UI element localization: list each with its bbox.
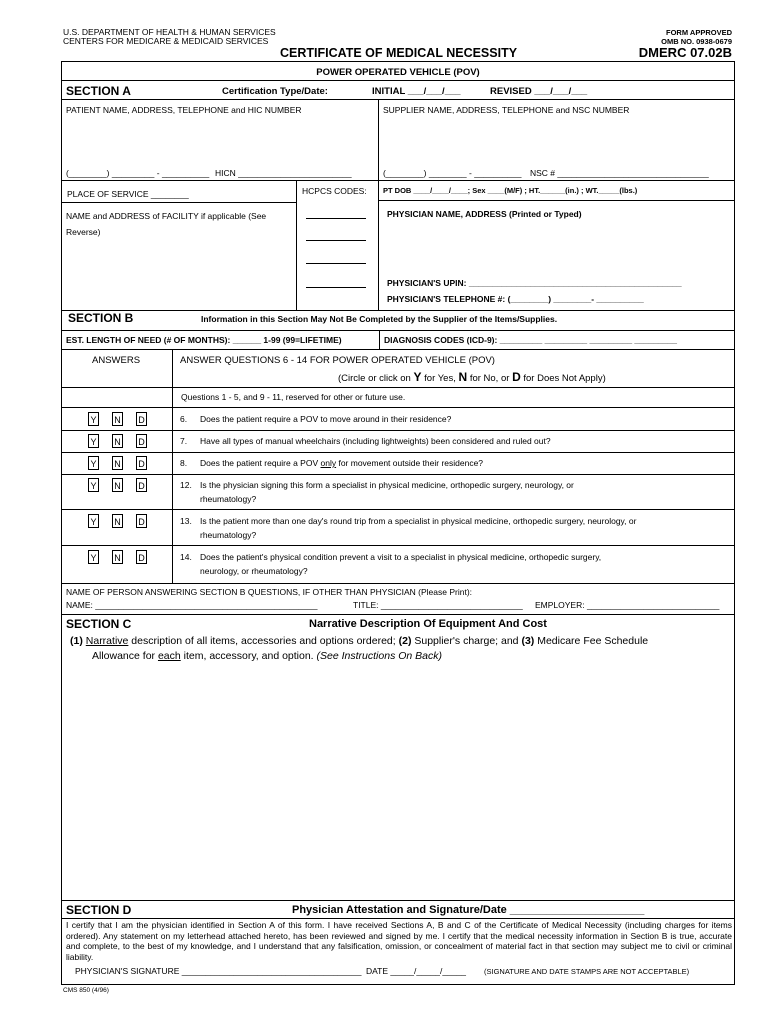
section-a-label: SECTION A [66,84,131,98]
answer-n-q12[interactable]: N [112,478,123,492]
physician-signature-field[interactable]: PHYSICIAN'S SIGNATURE ______________________________________ [75,966,362,976]
hcpcs-codes-label: HCPCS CODES: [302,186,367,196]
initial-date-field[interactable]: INITIAL ___/___/___ [372,86,461,97]
signature-stamp-note: (SIGNATURE AND DATE STAMPS ARE NOT ACCEPTABLE) [484,967,690,976]
form-code: DMERC 07.02B [638,45,732,60]
section-c-instruction-line-1: (1) Narrative description of all items, accessories and options ordered; (2) Supplier's charge; and (3) Medicare Fee Schedule [70,635,649,647]
answer-d-q6[interactable]: D [136,412,147,426]
answer-d-q13[interactable]: D [136,514,147,528]
answer-y-q13[interactable]: Y [88,514,99,528]
answer-d-q14[interactable]: D [136,550,147,564]
answer-y-q8[interactable]: Y [88,456,99,470]
facility-label: NAME and ADDRESS of FACILITY if applicable (See Reverse) [66,211,267,237]
section-d-label: SECTION D [66,903,132,917]
section-b-info: Information in this Section May Not Be Completed by the Supplier of the Items/Supplies. [201,314,558,324]
cms-form-number: CMS 850 (4/96) [63,987,109,994]
question-14-text: Does the patient's physical condition prevent a visit to a specialist in physical medicine, orthopedic surgery, [200,552,602,562]
question-12-number: 12. [180,480,192,490]
answer-n-q14[interactable]: N [112,550,123,564]
answer-n-q8[interactable]: N [112,456,123,470]
reserved-questions-note: Questions 1 - 5, and 9 - 11, reserved for other or future use. [181,392,406,402]
est-length-of-need-field[interactable]: EST. LENGTH OF NEED (# OF MONTHS): ______ 1-99 (99=LIFETIME) [66,335,342,345]
patient-details-field[interactable]: PT DOB ____/____/____; Sex ____(M/F) ; HT.______(in.) ; WT._____(lbs.) [383,186,638,195]
section-b-respondent-label: NAME OF PERSON ANSWERING SECTION B QUESTIONS, IF OTHER THAN PHYSICIAN (Please Print): [66,587,473,597]
answer-y-q7[interactable]: Y [88,434,99,448]
hcpcs-code-line-2[interactable] [306,240,366,241]
signature-date-field[interactable]: DATE _____/_____/_____ [366,966,467,976]
question-7-text: Have all types of manual wheelchairs (including lightweights) been considered and ruled out? [200,436,551,446]
answer-y-q6[interactable]: Y [88,412,99,426]
answer-instructions: ANSWER QUESTIONS 6 - 14 FOR POWER OPERATED VEHICLE (POV) [180,355,495,366]
section-c-label: SECTION C [66,617,132,631]
answer-n-q6[interactable]: N [112,412,123,426]
question-7-number: 7. [180,436,188,446]
answer-y-q14[interactable]: Y [88,550,99,564]
answer-d-q8[interactable]: D [136,456,147,470]
hicn-field[interactable]: HICN ________________________ [215,168,352,178]
question-8-number: 8. [180,458,188,468]
hcpcs-code-line-3[interactable] [306,263,366,264]
patient-phone-field[interactable]: (________) _________ - __________ [66,168,210,178]
respondent-title-field[interactable]: TITLE: ______________________________ [353,600,523,610]
physician-name-label: PHYSICIAN NAME, ADDRESS (Printed or Typed) [387,209,582,219]
respondent-name-field[interactable]: NAME: _______________________________________________ [66,600,318,610]
physician-phone-field[interactable]: PHYSICIAN'S TELEPHONE #: (________) ________- __________ [387,294,644,304]
section-c-instruction-line-2: Allowance for each item, accessory, and option. (See Instructions On Back) [92,650,442,662]
supplier-phone-field[interactable]: (________) ________ - __________ [383,168,522,178]
section-b-label: SECTION B [68,311,134,325]
answer-d-q7[interactable]: D [136,434,147,448]
answer-y-q12[interactable]: Y [88,478,99,492]
omb-number: OMB NO. 0938-0679 [661,37,732,46]
answer-d-q12[interactable]: D [136,478,147,492]
answers-label: ANSWERS [92,355,141,366]
circle-instructions: (Circle or click on Y for Yes, N for No, or D for Does Not Apply) [338,370,606,384]
agency-line-1: U.S. DEPARTMENT OF HEALTH & HUMAN SERVICES [63,27,276,37]
form-title: CERTIFICATE OF MEDICAL NECESSITY [280,46,518,60]
question-13-text: Is the patient more than one day's round trip from a specialist in physical medicine, orthopedic surgery, neurology, or [200,516,637,526]
supplier-info-label: SUPPLIER NAME, ADDRESS, TELEPHONE and NSC NUMBER [383,105,630,115]
question-12-text: Is the physician signing this form a specialist in physical medicine, orthopedic surgery, neurology, or [200,480,574,490]
respondent-employer-field[interactable]: EMPLOYER: ____________________________ [535,600,720,610]
diagnosis-codes-field[interactable]: DIAGNOSIS CODES (ICD-9): _________ _________ _________ _________ [384,335,677,345]
place-of-service-field[interactable]: PLACE OF SERVICE ________ [67,189,189,199]
patient-info-label: PATIENT NAME, ADDRESS, TELEPHONE and HIC NUMBER [66,105,302,115]
hcpcs-code-line-4[interactable] [306,287,366,288]
narrative-description-area[interactable] [66,670,730,898]
question-12-text-cont: rheumatology? [200,494,257,504]
question-14-text-cont: neurology, or rheumatology? [200,566,308,576]
section-d-heading[interactable]: Physician Attestation and Signature/Date ______________________ [292,904,645,916]
section-c-heading: Narrative Description Of Equipment And Cost [309,618,547,630]
revised-date-field[interactable]: REVISED ___/___/___ [490,86,588,97]
nsc-field[interactable]: NSC # ________________________________ [530,168,709,178]
question-13-text-cont: rheumatology? [200,530,257,540]
question-13-number: 13. [180,516,192,526]
answer-n-q7[interactable]: N [112,434,123,448]
certification-type-label: Certification Type/Date: [222,86,328,97]
form-subtitle: POWER OPERATED VEHICLE (POV) [316,67,480,78]
answer-n-q13[interactable]: N [112,514,123,528]
form-approved: FORM APPROVED [666,28,732,37]
question-6-text: Does the patient require a POV to move around in their residence? [200,414,452,424]
question-6-number: 6. [180,414,188,424]
hcpcs-code-line-1[interactable] [306,218,366,219]
question-14-number: 14. [180,552,192,562]
agency-line-2: CENTERS FOR MEDICARE & MEDICAID SERVICES [63,36,269,46]
physician-attestation-text: I certify that I am the physician identified in Section A of this form. I have received Sections A, B and C of the Certificate of Medical Necessity (including charges for items ordered). Any statement on my letterhead attached hereto, has been reviewed and signed by me. I certify that the medical necessity information in Section B is true, accurate and complete, to the best of my knowledge, and I understand that any falsification, omission, or concealment of material fact in that section may subject me to civil or criminal liability. [66,920,732,962]
physician-upin-field[interactable]: PHYSICIAN'S UPIN: _____________________________________________ [387,278,682,288]
question-8-text: Does the patient require a POV only for movement outside their residence? [200,458,484,468]
